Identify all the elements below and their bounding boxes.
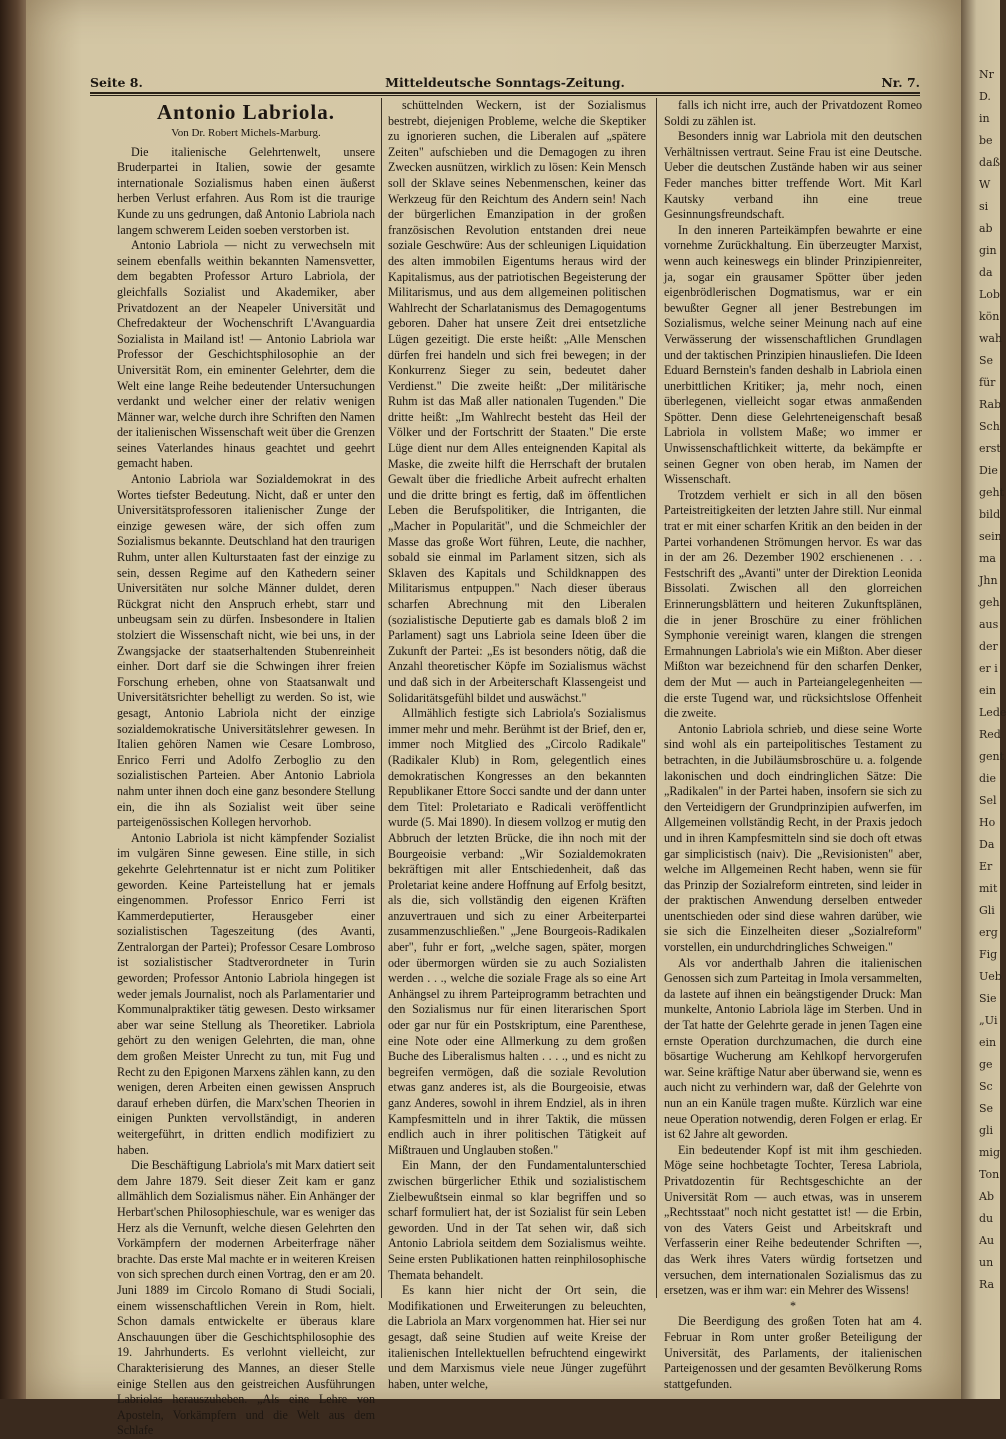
next-page-fragment: für — [979, 376, 996, 389]
next-page-fragment: Sie — [979, 992, 997, 1005]
column-3 — [664, 98, 922, 1391]
next-page-fragment: da — [979, 266, 993, 279]
article-byline: Von Dr. Robert Michels-Marburg. — [171, 127, 321, 139]
next-page-fragment: gin — [979, 244, 997, 257]
next-page-fragment: si — [979, 200, 989, 213]
paragraph: Antonio Labriola schrieb, und diese seine Worte sind wohl als ein parteipolitisches Testament zu betrachten, in die Jubiläumsbroschüre u. a. folgende lakonischen und doch eindringlichen Sätze: Die „Radikalen" in der Partei haben, insofern sie sich zu den Verteidigern der Grundprinzipien aufwerfen, im Allgemeinen vollständig Recht, in der Praxis jedoch und in ihren Kampfesmitteln sind sie doch oft etwas gar simplicistisch (naiv). Die „Revisionisten" aber, welche im Allgemeinen Recht haben, wenn sie für das Prinzip der Sozialreform eintreten, sind leider in der praktischen Anwendung derselben entweder unentschieden oder sind diese wahren darüber, wie sie sich die Einzelheiten dieser „Sozialreform" vorstellen, ein undurchdringliches Schweigen." — [664, 721, 922, 955]
next-page-fragment: un — [979, 1256, 994, 1269]
next-page-fragment: „Ui — [979, 1014, 998, 1027]
next-page-fragment: sein — [979, 530, 1002, 543]
next-page-fragment: ein — [979, 684, 997, 697]
paragraph: Antonio Labriola war Sozialdemokrat in des Wortes tiefster Bedeutung. Nicht, daß er unter den Universitätsprofessoren italienischer Zunge der einzige gewesen wäre, der sich offen zum Sozialismus bekannte. Deutschland hat den traurigen Ruhm, unter allen Kulturstaaten fast der einzige zu sein, dessen Regime auf den Kathedern seiner Universitäten nur solche Männer duldet, deren Rückgrat nicht den Anspruch erhebt, starr und unbeugsam sein zu dürfen. Insbesondere in Italien stolziert die Wissenschaft nicht, wie bei uns, in der Zwangsjacke der staatserhaltenden Stubenreinheit einher. Dort darf sie die Schwingen ihrer freien Forschung erheben, ohne von Staatsanwalt und Universitätsrichter behelligt zu werden. So ist, wie gesagt, Antonio Labriola nicht der einzige sozialdemokratische Universitätslehrer gewesen. In Italien gehören Namen wie Cesare Lombroso, Enrico Ferri und Adolfo Zerboglio zu den sozialistischen Parteien. Aber Antonio Labriola nahm unter ihnen doch eine ganz besondere Stellung ein, die ihn als Sozialist weit über seine parteigenössischen Kollegen hervorhob. — [117, 472, 375, 830]
paragraph: Die italienische Gelehrtenwelt, unsere Bruderpartei in Italien, sowie der gesamte internationale Sozialismus haben einen äußerst herben Verlust erfahren. Aus Rom ist die traurige Kunde zu uns gedrungen, daß Antonio Labriola nach langem schwerem Leiden soeben verstorben ist. — [117, 144, 375, 237]
next-page-fragment: geh — [979, 596, 1000, 609]
next-page-fragment: W — [979, 178, 991, 191]
paragraph: In den inneren Parteikämpfen bewahrte er eine vornehme Zurückhaltung. Ein überzeugter Marxist, wenn auch keineswegs ein blinder Prinzipienreiter, ja, sogar ein grausamer Spötter über jeden eigenbrödlerischen Dogmatismus, war er ein bewußter Gegner all jener Bestrebungen im Sozialismus, welche seiner Meinung nach auf eine Verwässerung der wissenschaftlichen Grundlagen und der taktischen Prinzipien hinausliefen. Die Ideen Eduard Bernstein's fanden deshalb in Labriola einen unerbittlichen Kritiker; ja, mehr noch, einen überlegenen, vielleicht sogar etwas anmaßenden Spötter. Denn diese Gelehrteneigenschaft besaß Labriola in vollstem Maße; wo immer er Unwissenschaftlichkeit witterte, da bekämpfte er seinen Gegner von oben herab, im Namen der Wissenschaft. — [664, 222, 922, 487]
next-page-fragment: Sel — [979, 794, 997, 807]
paragraph: falls ich nicht irre, auch der Privatdozent Romeo Soldi zu zählen ist. — [664, 98, 922, 128]
next-page-fragment: gent — [979, 750, 1005, 763]
paragraph: Ein bedeutender Kopf ist mit ihm geschieden. Möge seine hochbetagte Tochter, Teresa Labriola, Privatdozentin für Rechtsgeschichte an der Universität Rom — auch etwas, was in unserem „Rechtsstaat" noch nicht gestattet ist! — die Erbin, von des Vaters Geist und Arbeitskraft und Verfasserin einer Reihe bedeutender Schriften —, das Werk ihres Vaters würdig fortsetzen und versuchen, dem internationalen Sozialismus das zu ersetzen, was er ihm war: ein Mehrer des Wissens! — [664, 1142, 922, 1298]
next-page-fragment: der — [979, 640, 998, 653]
column-1 — [117, 98, 375, 1438]
column-divider — [381, 98, 382, 1298]
next-page-fragment: Lob — [979, 288, 1000, 301]
column-divider — [656, 98, 657, 1298]
paragraph: schüttelnden Weckern, ist der Sozialismus bestrebt, diejenigen Probleme, welche die Skeptiker zu ignorieren suchen, die Liberalen auf „spätere Zeiten" aufschieben und die Demagogen zu ihren Zwecken ausnützen, wirklich zu lösen: Kein Mensch soll der Sklave seines Nebenmenschen, keiner das Werkzeug für den Reichtum des Andern sein! Nach der bürgerlichen Emanzipation in der großen französischen Revolution entstanden drei neue soziale Geschwüre: Aus der schleunigen Liquidation des alten immobilen Eigentums heraus wird der Kapitalismus, aus der patriotischen Begeisterung der Militarismus, und aus dem allgemeinen politischen Wahlrecht der Scharlatanismus des Demagogentums geboren. Daher hat unsere Zeit drei entsetzliche Lügen gezeitigt. Die erste heißt: „Alle Menschen dürfen frei handeln und sich frei bewegen; in der Konkurrenz Sieger zu sein, bedeutet daher Verdienst." Die zweite heißt: „Der militärische Ruhm ist das Maß aller nationalen Tugenden." Die dritte heißt: „Im Wahlrecht besteht das Heil der Völker und der Fortschritt der Staaten." Die erste Lüge dient nur dem Alles enteignenden Kapital als Maske, die zweite hilft die Herrschaft der brutalen Gewalt über die friedliche Arbeit aufrecht erhalten und die dritte bringt es fertig, daß im öffentlichen Leben die Berufspolitiker, die Intriganten, die „Macher in Popularität", und die Schmeichler der Masse das große Wort führen, Leute, die nachher, sobald sie einmal im Parlament sitzen, sich als Sklaven des Kapitals und Schildknappen des Militarismus entpuppen." Nach dieser überaus scharfen Abrechnung mit den Liberalen (sozialistische Deputierte gab es damals bloß 2 im Parlament) sagt uns Labriola seine Ideen über die Zukunft der Partei: „Es ist besonders nötig, daß die Anzahl theoretischer Köpfe im Sozialismus wächst und daß sich in der Arbeiterschaft Klassengeist und Solidaritätsgefühl bildet und auswächst." — [388, 98, 646, 705]
paragraph: Besonders innig war Labriola mit den deutschen Verhältnissen vertraut. Seine Frau ist eine Deutsche. Ueber die deutschen Zustände haben wir aus seiner Feder manches bitter treffende Wort. Mit Karl Kautsky verband ihn eine treue Gesinnungsfreundschaft. — [664, 129, 922, 222]
newspaper-title: Mitteldeutsche Sonntags-Zeitung. — [385, 75, 625, 90]
next-page-fragment: aus — [979, 618, 999, 631]
paragraph: Die Beschäftigung Labriola's mit Marx datiert seit dem Jahre 1879. Seit dieser Zeit kam er ganz allmählich dem Sozialismus näher. Ein Anhänger der Herbart'schen Philosophieschule, war es weniger das Herz als die Vernunft, welche diesen Gelehrten den Vorkämpfern der modernen Arbeiterfrage näher brachte. Das erste Mal machte er in weiteren Kreisen von sich sprechen durch einen Vortrag, den er am 20. Juni 1889 im Circolo Romano di Studi Sociali, einem wissenschaftlichen Verein in Rom, hielt. Schon damals entwickelte er überaus klare Anschauungen über die Geschichtsphilosophie des 19. Jahrhunderts. Es verlohnt vielleicht, zur Charakterisierung des Mannes, an dieser Stelle einige Stellen aus den geistreichen Ausführungen Labriolas herauszuheben. „Als eine Lehre von Aposteln, Vorkämpfern und die Welt aus dem Schlafe — [117, 1158, 375, 1438]
paragraph: Als vor anderthalb Jahren die italienischen Genossen sich zum Parteitag in Imola versammelten, da lastete auf ihnen ein beängstigender Druck: Man munkelte, Antonio Labriola läge im Sterben. Und in der Tat hatte der Gelehrte gerade in jenen Tagen eine ernste Operation durchzumachen, die durch eine bösartige Wucherung am Kehlkopf hervorgerufen war. Seine kräftige Natur aber überwand sie, wenn es auch nicht zu verhindern war, daß der Gelehrte von nun an ein Kanüle tragen mußte. Kürzlich war eine neue Operation notwendig, deren Folgen er erlag. Er ist 62 Jahre alt geworden. — [664, 955, 922, 1142]
next-page-fragment: bild — [979, 508, 1001, 521]
next-page-fragment: die — [979, 772, 997, 785]
paragraph: Es kann hier nicht der Ort sein, die Modifikationen und Erweiterungen zu beleuchten, die Labriola an Marx vorgenommen hat. Hier sei nur gesagt, daß seine Studien auf weite Kreise der italienischen Intellektuellen befruchtend eingewirkt und dem Marxismus viele neue Jünger zugeführt haben, unter welche, — [388, 1283, 646, 1391]
next-page-fragment: gli — [979, 1124, 994, 1137]
next-page-fragment: Gli — [979, 904, 995, 917]
next-page-fragment: Rab — [979, 398, 1002, 411]
book-spine — [0, 0, 28, 1399]
next-page-fragment: Ton — [979, 1168, 1000, 1181]
next-page-fragment: Red — [979, 728, 1001, 741]
issue-number: Nr. 7. — [881, 75, 920, 90]
column-2 — [388, 98, 646, 1391]
header-rule-thin — [90, 95, 920, 96]
next-page-fragment: Se — [979, 1102, 994, 1115]
next-page-fragment: Da — [979, 838, 995, 851]
paragraph: * — [789, 1298, 797, 1313]
next-page-fragment: du — [979, 1212, 994, 1225]
next-page-edge — [961, 0, 1006, 1399]
article-title: Antonio Labriola. — [156, 100, 336, 124]
paragraph: Trotzdem verhielt er sich in all den bösen Parteistreitigkeiten der letzten Jahre still. Nur einmal trat er mit einer scharfen Kritik an den beiden in der Partei vorhandenen Strömungen hervor. Es war das in der am 26. Dezember 1902 erschienenen . . . Festschrift des „Avanti" unter der Direktion Leonida Bissolati. Zwischen all den glorreichen Erinnerungsblättern und heiteren Zukunftsplänen, die in jener Broschüre zu einer fröhlichen Symphonie vereinigt waren, klangen die strengen Ermahnungen Labriola's wie ein Mißton. Aber dieser Mißton war bezeichnend für den scharfen Denker, dem der Mut — auch in Parteiangelegenheiten — die erste Tugend war, und rücksichtslose Offenheit die zweite. — [664, 487, 922, 721]
next-page-fragment: mit — [979, 882, 998, 895]
next-page-fragment: kön — [979, 310, 1000, 323]
next-page-fragment: mig — [979, 1146, 1000, 1159]
next-page-fragment: Ab — [979, 1190, 994, 1203]
next-page-fragment: Se — [979, 354, 994, 367]
next-page-fragment: be — [979, 134, 993, 147]
next-page-fragment: geht — [979, 486, 1005, 499]
next-page-fragment: daß — [979, 156, 1000, 169]
next-page-fragment: Sc — [979, 1080, 993, 1093]
paragraph: Die Beerdigung des großen Toten hat am 4. Februar in Rom unter großer Beteiligung der Universität, des Parlaments, der italienischen Parteigenossen und der gesamten Bevölkerung Roms stattgefunden. — [664, 1314, 922, 1391]
next-page-fragment: Ueb — [979, 970, 1002, 983]
next-page-fragment: erg — [979, 926, 998, 939]
paragraph: Antonio Labriola — nicht zu verwechseln mit seinem ebenfalls weithin bekannten Namensvetter, dem begabten Professor Arturo Labriola, der gleichfalls Sozialist und Akademiker, aber Privatdozent an der Neapeler Universität und Chefredakteur der Wochenschrift L'Avanguardia Sozialista in Mailand ist! — Antonio Labriola war Professor der Geschichtsphilosophie an der Universität Rom, ein eminenter Gelehrter, dem die Welt eine lange Reihe bedeutender Untersuchungen verdankt und welcher einer der relativ wenigen Männer war, welche durch ihre Schriften den Namen der italienischen Wissenschaft weit über die Grenzen seines Vaterlandes hinaus geachtet und geehrt gemacht haben. — [117, 238, 375, 471]
next-page-fragment: in — [979, 112, 990, 125]
next-page-fragment: Lede — [979, 706, 1006, 719]
next-page-fragment: Fig — [979, 948, 998, 961]
next-page-fragment: wah — [979, 332, 1003, 345]
next-page-fragment: Ho — [979, 816, 996, 829]
header-rule — [90, 92, 920, 94]
next-page-fragment: D. — [979, 90, 991, 103]
next-page-fragment: Die — [979, 464, 998, 477]
next-page-fragment: Jhn — [979, 574, 998, 587]
paragraph: Antonio Labriola ist nicht kämpfender Sozialist im vulgären Sinne gewesen. Eine stille, in sich gekehrte Gelehrtennatur ist er nicht zum Politiker geworden. Keine Parteistellung hat er jemals eingenommen. Professor Enrico Ferri ist Kammerdeputierter, Herausgeber einer sozialistischen Tageszeitung (des Avanti, Zentralorgan der Partei); Professor Cesare Lombroso ist sozialistischer Stadtverordneter in Turin geworden; Professor Antonio Labriola hingegen ist weder jemals Journalist, noch als Parlamentarier und Kommunalpraktiker tätig gewesen. Desto wirksamer aber war seine Stellung als Theoretiker. Labriola gehört zu den wenigen Gelehrten, die man, ohne dem großen Meister Unrecht zu tun, mit Fug und Recht zu den Epigonen Marxens zählen kann, zu den wenigen, deren Arbeiten einen gewissen Anspruch darauf erheben dürfen, die Marx'schen Theorien in einigen Punkten vervollständigt, in anderen weitergeführt, in dritten endlich modifiziert zu haben. — [117, 830, 375, 1157]
next-page-fragment: Ra — [979, 1278, 995, 1291]
paragraph: Ein Mann, der den Fundamentalunterschied zwischen bürgerlicher Ethik und sozialistischem Zielbewußtsein einmal so klar begriffen und so scharf formuliert hat, der ist Sozialist für sein Leben geworden. Und in der Tat sehen wir, daß sich Antonio Labriola seitdem dem Sozialismus weihte. Seine ersten Publikationen hatten reinphilosophische Themata behandelt. — [388, 1158, 646, 1282]
page-header — [90, 73, 920, 91]
next-page-fragment: ma — [979, 552, 996, 565]
next-page-fragment: ein — [979, 1036, 997, 1049]
next-page-fragment: Er — [979, 860, 993, 873]
paragraph: Allmählich festigte sich Labriola's Sozialismus immer mehr und mehr. Berühmt ist der Brief, den er, immer noch Mitglied des „Circolo Radikale" (Radikaler Klub) in Rom, gelegentlich eines demokratischen Kongresses an den bekannten Republikaner Ettore Socci sandte und der dann unter dem Titel: Proletariato e Radicali veröffentlicht wurde (5. Mai 1890). In diesem vollzog er mutig den Abbruch der letzten Brücke, die ihn noch mit der Bourgeoisie verband: „Wir Sozialdemokraten bekräftigen mit aller Entschiedenheit, daß das Proletariat keine andere Hoffnung auf Erfolg besitzt, als die, sich vollständig den eigenen Kräften anzuvertrauen und sich zu einer Arbeiterpartei zusammenzuschließen." „Jene Bourgeois-Radikalen aber", fuhr er fort, „welche sagen, später, morgen oder übermorgen würden sie zu auch Sozialisten werden . . ., welche die soziale Frage als so eine Art Anhängsel zu ihrem Parteiprogramm betrachten und den Sozialismus nur für einen literarischen Sport oder gar nur für ein Postskriptum, eine Parenthese, eine Note oder eine Allmerkung zu dem großen Buche des Liberalismus halten . . . ., und es nicht zu begreifen vermögen, daß die soziale Revolution etwas ganz anderes ist, als die Bourgeoisie, etwas ganz Anderes, sowohl in ihrem Endziel, als in ihren Kampfesmitteln und in ihrer Taktik, die müssen endlich auch in ihrer politischen Tätigkeit auf Mißtrauen und Unglauben stoßen." — [388, 706, 646, 1157]
next-page-fragment: ge — [979, 1058, 993, 1071]
next-page-fragment: Nr — [979, 68, 994, 81]
next-page-fragment: Au — [979, 1234, 995, 1247]
next-page-fragment: erst — [979, 442, 1001, 455]
page-label: Seite 8. — [90, 75, 143, 90]
next-page-fragment: Sch — [979, 420, 1000, 433]
next-page-fragment: ab — [979, 222, 993, 235]
next-page-fragment: er i — [979, 662, 998, 675]
